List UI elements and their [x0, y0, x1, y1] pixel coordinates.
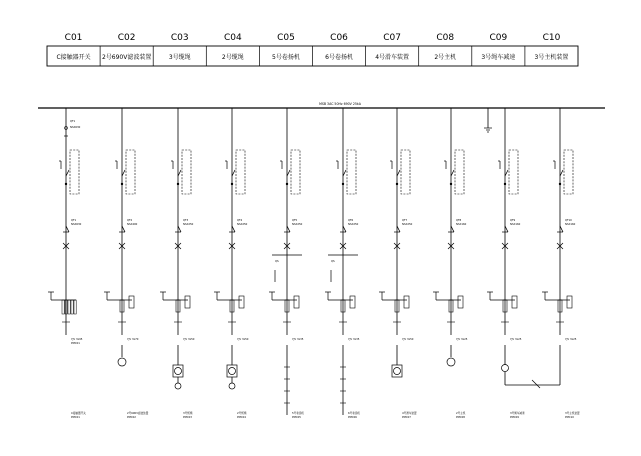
- junction-dot: [450, 183, 452, 185]
- device-tag: QF6: [348, 219, 354, 222]
- cabinet-box: [126, 150, 135, 194]
- switch-blade: [343, 226, 346, 232]
- load-name: 6号卷扬机: [348, 412, 361, 415]
- load-code: PMC07: [402, 416, 411, 419]
- breaker-rating: NSX250: [348, 223, 359, 226]
- switch-blade: [66, 226, 69, 232]
- load-name: 2号主机: [456, 412, 466, 415]
- cable-spec: YJV 3x25: [510, 338, 522, 341]
- fuse-element: [71, 300, 73, 314]
- feeder-column-6: [325, 108, 360, 419]
- column-name: 2号690V滤波装置: [101, 54, 152, 61]
- feeder-column-9: [484, 108, 560, 419]
- load-name: 3号缆绳: [183, 412, 193, 415]
- switch-blade: [451, 226, 454, 232]
- column-name: 6号卷扬机: [325, 54, 353, 61]
- device-tag: QF8: [456, 219, 462, 222]
- load-code: PMC06: [348, 416, 357, 419]
- transformer-symbol: [175, 368, 182, 375]
- junction-dot: [504, 183, 506, 185]
- load-code: PMC05: [292, 416, 301, 419]
- breaker-rating: NSX160: [510, 223, 521, 226]
- terminal-block: [185, 296, 190, 308]
- junction-dot: [177, 183, 179, 185]
- load-code: PMC02: [127, 416, 136, 419]
- breaker-rating: NSX250: [292, 223, 303, 226]
- fuse-element: [62, 300, 64, 314]
- feeder-column-10: [542, 108, 580, 419]
- terminal-block: [129, 296, 134, 308]
- feeder-column-5: [269, 108, 304, 419]
- breaker-contact: [178, 170, 181, 176]
- device-tag: QF1: [70, 120, 76, 123]
- switch-blade: [178, 226, 181, 232]
- terminal-block: [239, 296, 244, 308]
- feeder-column-4: [214, 108, 249, 419]
- column-code: C10: [542, 33, 561, 43]
- breaker-contact: [122, 170, 125, 176]
- junction-dot: [65, 183, 67, 185]
- motor-symbol: [175, 383, 181, 389]
- junction-dot: [231, 183, 233, 185]
- cabinet-box: [182, 150, 191, 194]
- feeder-column-1: [48, 108, 86, 419]
- fuse-element: [68, 300, 70, 314]
- cable-spec: YJV 3x95: [71, 338, 83, 341]
- fuse-element: [74, 300, 76, 314]
- load-name: C接触器开关: [71, 412, 86, 415]
- transformer-symbol: [394, 368, 401, 375]
- load-name: 3号主机装置: [565, 412, 580, 415]
- load-code: PMC10: [565, 416, 574, 419]
- load-code: PMC01: [71, 416, 80, 419]
- cable-code: PMC01: [71, 342, 80, 345]
- cabinet-box: [455, 150, 464, 194]
- feeder-column-7: [379, 108, 417, 419]
- branch-tag: QS: [275, 260, 279, 263]
- junction-dot: [121, 183, 123, 185]
- column-name: 3号绳车减速: [481, 54, 516, 61]
- switch-blade: [287, 226, 290, 232]
- junction-dot: [396, 183, 398, 185]
- device-tag: QF5: [292, 219, 298, 222]
- load-name: 5号卷扬机: [292, 412, 305, 415]
- column-name: 3号主机装置: [534, 54, 569, 61]
- load-name: 2号缆绳: [237, 412, 247, 415]
- column-code: C03: [170, 33, 189, 43]
- device-tag: QF3: [183, 219, 189, 222]
- breaker-rating: NSX630: [70, 126, 81, 129]
- device-tag: QF2: [127, 219, 133, 222]
- branch-tag: QS: [331, 260, 335, 263]
- load-name: 3号绳车减速: [510, 412, 525, 415]
- cable-spec: YJV 3x50: [183, 338, 195, 341]
- column-code: C09: [489, 33, 508, 43]
- switch-blade: [560, 226, 563, 232]
- load-code: PMC08: [456, 416, 465, 419]
- motor-symbol: [118, 358, 126, 366]
- load-code: PMC04: [237, 416, 246, 419]
- column-code: C07: [383, 33, 402, 43]
- breaker-contact: [287, 170, 290, 176]
- terminal-block: [294, 296, 299, 308]
- column-name: 4号滑车装置: [375, 54, 410, 61]
- busbar-label: MSB 3AC 50Hz 690V 25kA: [319, 102, 361, 106]
- device-tag: QF1: [71, 219, 77, 222]
- breaker-rating: NSX160: [565, 223, 576, 226]
- motor-symbol: [447, 358, 455, 366]
- load-code: PMC03: [183, 416, 192, 419]
- link-switch: [532, 380, 540, 388]
- column-code: C01: [64, 33, 83, 43]
- terminal-block: [512, 296, 517, 308]
- cabinet-box: [401, 150, 410, 194]
- breaker-rating: NSX250: [237, 223, 248, 226]
- breaker-contact: [66, 170, 69, 176]
- feeder-columns: [48, 108, 580, 419]
- device-tag: QF9: [510, 219, 516, 222]
- breaker-rating: NSX400: [127, 223, 138, 226]
- breaker-contact: [505, 170, 508, 176]
- cable-spec: YJV 3x25: [456, 338, 468, 341]
- breaker-contact: [232, 170, 235, 176]
- breaker-rating: NSX160: [456, 223, 467, 226]
- device-tag: QF4: [237, 219, 243, 222]
- switch-blade: [397, 226, 400, 232]
- cabinet-box: [291, 150, 300, 194]
- device-tag: QF10: [565, 219, 572, 222]
- cable-spec: YJV 3x25: [565, 338, 577, 341]
- motor-symbol: [502, 365, 509, 372]
- terminal-block: [404, 296, 409, 308]
- breaker-rating: NSX250: [402, 223, 413, 226]
- switch-blade: [122, 226, 125, 232]
- busbar: [38, 102, 605, 108]
- breaker-contact: [343, 170, 346, 176]
- column-name: C接触器开关: [56, 54, 91, 61]
- breaker-rating: NSX630: [71, 223, 82, 226]
- switch-blade: [505, 226, 508, 232]
- junction-dot: [286, 183, 288, 185]
- switch-blade: [232, 226, 235, 232]
- cable-spec: YJV 3x50: [237, 338, 249, 341]
- load-name: 2号690V滤波装置: [127, 412, 149, 415]
- breaker-contact: [397, 170, 400, 176]
- header-table: [47, 33, 578, 66]
- breaker-contact: [451, 170, 454, 176]
- column-name: 3号缆绳: [168, 54, 191, 61]
- cabinet-box: [564, 150, 573, 194]
- column-name: 2号缆绳: [221, 54, 244, 61]
- cabinet-box: [509, 150, 518, 194]
- cable-spec: YJV 3x50: [402, 338, 414, 341]
- cabinet-box: [236, 150, 245, 194]
- load-name: 4号滑车装置: [402, 412, 417, 415]
- column-code: C08: [436, 33, 455, 43]
- cable-spec: YJV 3x35: [292, 338, 304, 341]
- breaker-rating: NSX250: [183, 223, 194, 226]
- cable-spec: YJV 3x70: [127, 338, 139, 341]
- column-code: C05: [277, 33, 295, 43]
- feeder-column-2: [104, 108, 149, 419]
- junction-dot: [559, 183, 561, 185]
- column-name: 2号主机: [434, 54, 457, 61]
- column-code: C02: [117, 33, 136, 43]
- motor-symbol: [229, 383, 235, 389]
- load-code: PMC09: [510, 416, 519, 419]
- junction-dot: [342, 183, 344, 185]
- column-name: 5号卷扬机: [272, 54, 300, 61]
- column-code: C04: [223, 33, 242, 43]
- breaker-contact: [560, 170, 563, 176]
- terminal-block: [350, 296, 355, 308]
- feeder-column-8: [433, 108, 468, 419]
- feeder-column-3: [160, 108, 195, 419]
- cabinet-box: [347, 150, 356, 194]
- device-tag: QF7: [402, 219, 408, 222]
- transformer-symbol: [229, 368, 236, 375]
- terminal-block: [567, 296, 572, 308]
- terminal-block: [458, 296, 463, 308]
- cable-spec: YJV 3x35: [348, 338, 360, 341]
- column-code: C06: [330, 33, 348, 43]
- cabinet-box: [70, 150, 79, 194]
